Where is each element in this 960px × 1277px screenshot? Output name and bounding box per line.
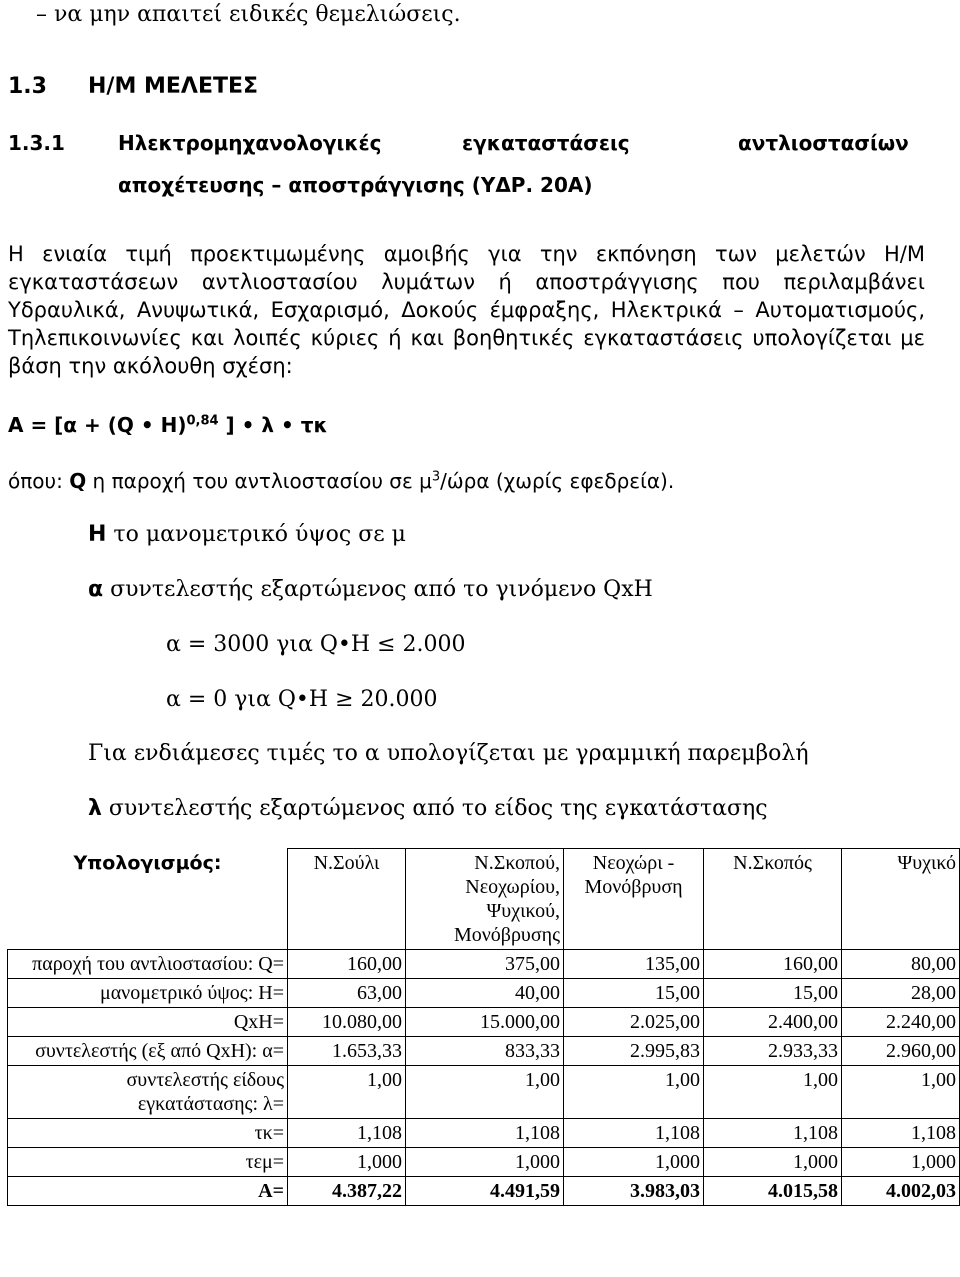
table-row [8,1037,960,1066]
table-cell: 2.025,00 [564,1008,704,1037]
table-cell: 1,00 [564,1066,704,1119]
table-cell: 1.653,33 [288,1037,406,1066]
formula-right: ] • λ • τκ [218,413,328,437]
table-cell: 15,00 [704,979,842,1008]
table-cell: 1,108 [704,1119,842,1148]
table-cell: 40,00 [406,979,564,1008]
table-row [8,979,960,1008]
definition-h-symbol: Η [88,522,107,547]
subsection-title-c: αντλιοστασίων [738,131,909,155]
row-label: συντελεστής (εξ από QxH): α= [8,1037,288,1066]
row-label: συντελεστής είδους εγκατάστασης: λ= [8,1066,288,1119]
definition-a-symbol: α [88,577,104,602]
column-header: Ν.Σούλι [288,849,406,950]
table-cell: 2.240,00 [842,1008,960,1037]
table-row [8,950,960,979]
subsection-number: 1.3.1 [8,131,65,155]
definition-h [88,522,406,547]
calculation-table [7,848,960,1206]
definition-l-text: συντελεστής εξαρτώμενος από το είδος της εγκατάστασης [101,796,768,821]
table-cell: 2.933,33 [704,1037,842,1066]
formula-left: Α = [α + (Q • H) [8,413,187,437]
table-cell: 833,33 [406,1037,564,1066]
table-cell: 4.015,58 [704,1177,842,1206]
table-cell: 80,00 [842,950,960,979]
table-cell: 1,00 [704,1066,842,1119]
subsection-title-a: Ηλεκτρομηχανολογικές [118,131,382,155]
table-cell: 63,00 [288,979,406,1008]
table-cell: 4.002,03 [842,1177,960,1206]
table-cell: 1,108 [288,1119,406,1148]
definition-q [8,469,674,493]
definition-q-symbol: Q [69,469,87,493]
table-cell: 15,00 [564,979,704,1008]
definition-q-prefix: όπου: [8,469,70,493]
definition-h-text: το μανομετρικό ύψος σε μ [106,522,406,547]
table-cell: 1,000 [406,1148,564,1177]
row-label: τκ= [8,1119,288,1148]
table-cell: 1,108 [406,1119,564,1148]
definition-q-sup: 3 [431,469,441,485]
subsection-title-line2: αποχέτευσης – αποστράγγισης (ΥΔΡ. 20Α) [118,173,593,197]
table-cell: 1,00 [288,1066,406,1119]
table-cell: 1,108 [842,1119,960,1148]
table-row [8,1148,960,1177]
section-number: 1.3 [8,74,47,99]
table-row [8,1008,960,1037]
table-cell: 375,00 [406,950,564,979]
row-label: τεμ= [8,1148,288,1177]
row-label: QxH= [8,1008,288,1037]
table-cell: 1,000 [564,1148,704,1177]
column-header: Ν.Σκοπός [704,849,842,950]
row-label: Α= [8,1177,288,1206]
table-cell: 1,108 [564,1119,704,1148]
definition-lambda [88,796,768,821]
formula-exponent: 0,84 [186,413,219,429]
table-header-label: Υπολογισμός: [8,849,288,950]
definition-a-rule1: α = 3000 για Q•H ≤ 2.000 [166,632,466,657]
definition-l-symbol: λ [88,796,102,821]
table-cell: 4.387,22 [288,1177,406,1206]
table-row [8,1066,960,1119]
table-cell: 160,00 [704,950,842,979]
subsection-title-b: εγκαταστάσεις [462,131,630,155]
column-header: Ν.Σκοπού, Νεοχωρίου, Ψυχικού, Μονόβρυσης [406,849,564,950]
description-paragraph: Η ενιαία τιμή προεκτιμωμένης αμοιβής για την εκπόνηση των μελετών Η/Μ εγκαταστάσεων αντλιοστασίου λυμάτων ή αποστράγγισης που περιλαμβάνει Υδραυλικά, Ανυψωτικά, Εσχαρισμό, Δοκούς έμφραξης, Ηλεκτρικά – Αυτοματισμούς, Τηλεπικοινωνίες και λοιπές κύριες ή και βοηθητικές εγκαταστάσεις υπολογίζεται με βάση την ακόλουθη σχέση: [8,242,925,378]
table-cell: 2.960,00 [842,1037,960,1066]
table-cell: 1,000 [704,1148,842,1177]
definition-q-suffix: /ώρα (χωρίς εφεδρεία). [440,469,675,493]
table-row [8,1119,960,1148]
formula [8,413,328,437]
table-cell: 1,00 [842,1066,960,1119]
table-cell: 135,00 [564,950,704,979]
definition-interpolation: Για ενδιάμεσες τιμές το α υπολογίζεται με γραμμική παρεμβολή [88,741,809,766]
table-cell: 1,00 [406,1066,564,1119]
table-cell: 1,000 [842,1148,960,1177]
definition-q-text: η παροχή του αντλιοστασίου σε μ [86,469,432,493]
definition-a-rule2: α = 0 για Q•H ≥ 20.000 [166,687,438,712]
table-cell: 3.983,03 [564,1177,704,1206]
table-row-total [8,1177,960,1206]
table-cell: 1,000 [288,1148,406,1177]
definition-a [88,577,653,602]
table-cell: 2.995,83 [564,1037,704,1066]
row-label: παροχή του αντλιοστασίου: Q= [8,950,288,979]
column-header: Ψυχικό [842,849,960,950]
row-label: μανομετρικό ύψος: Η= [8,979,288,1008]
table-cell: 10.080,00 [288,1008,406,1037]
table-cell: 2.400,00 [704,1008,842,1037]
intro-bullet: – να μην απαιτεί ειδικές θεμελιώσεις. [36,2,461,27]
definition-a-text: συντελεστής εξαρτώμενος από το γινόμενο QxH [103,577,653,602]
table-header-row [8,849,960,950]
table-cell: 160,00 [288,950,406,979]
table-cell: 15.000,00 [406,1008,564,1037]
table-cell: 4.491,59 [406,1177,564,1206]
table-cell: 28,00 [842,979,960,1008]
section-title: Η/Μ ΜΕΛΕΤΕΣ [88,74,259,99]
column-header: Νεοχώρι - Μονόβρυση [564,849,704,950]
